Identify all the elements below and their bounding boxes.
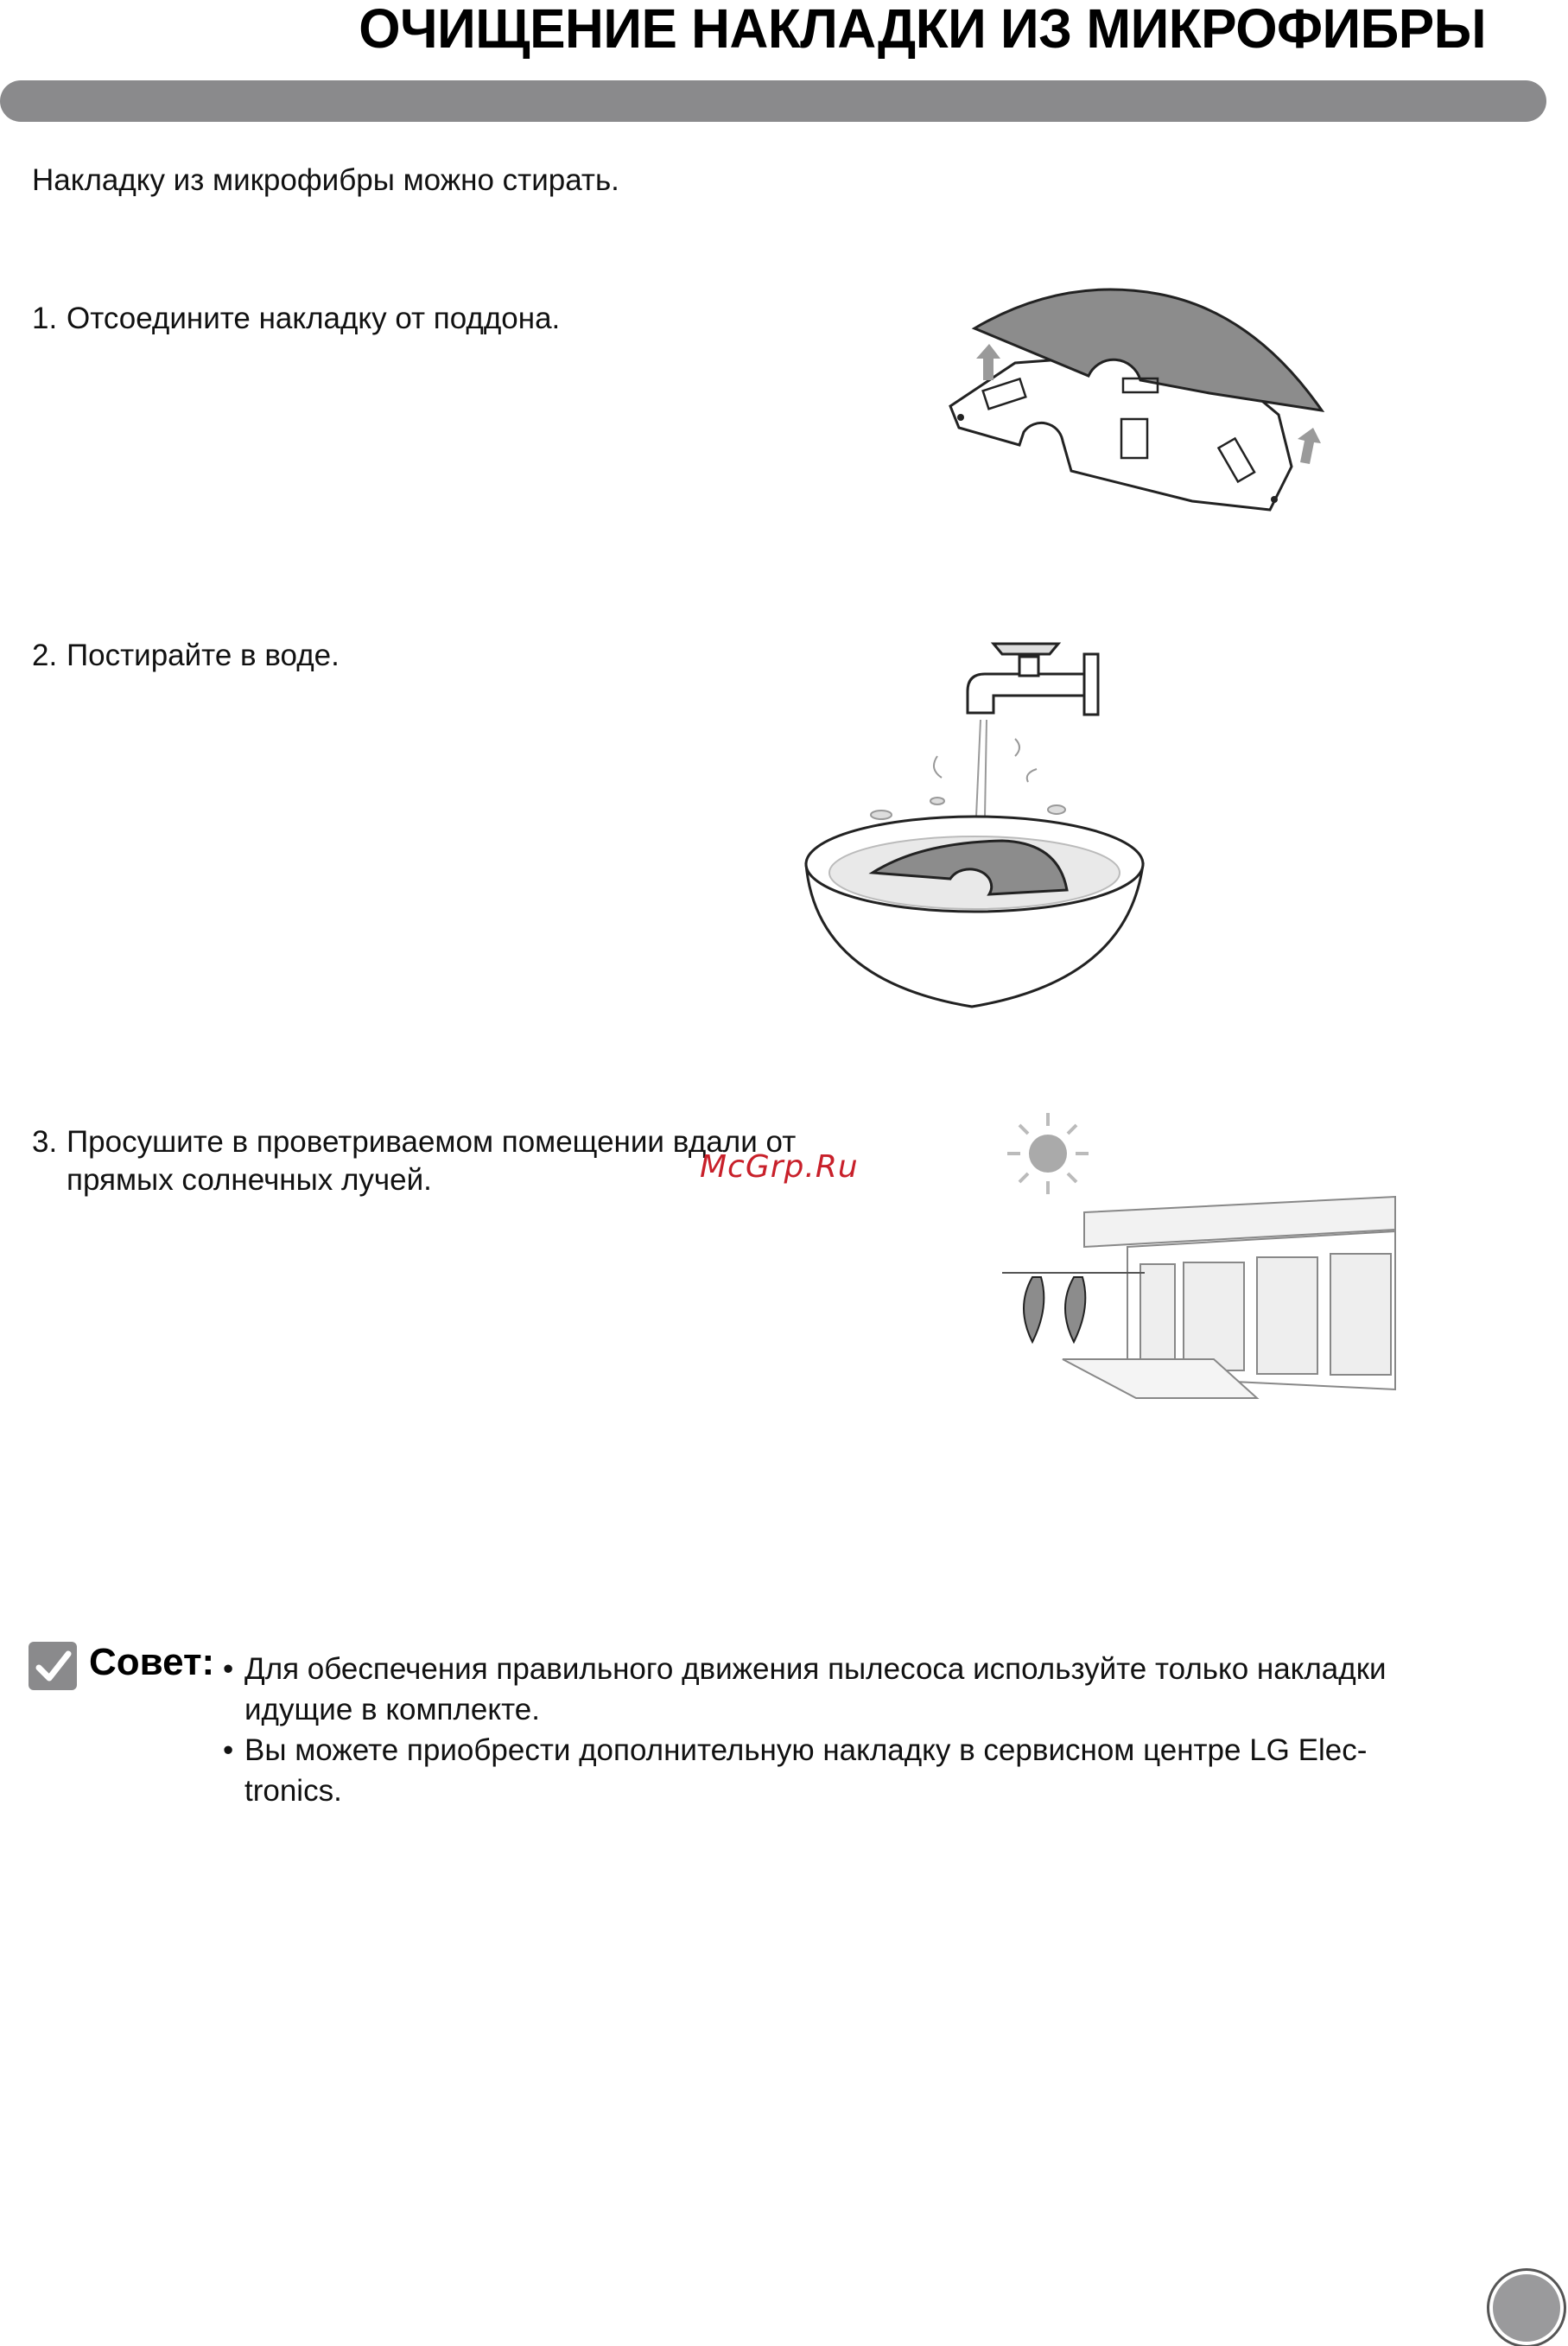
tip-item-2-text: Вы можете приобрести дополнительную накладку в сервисном центре LG Elec-tronics. <box>244 1733 1368 1808</box>
tip-item-1 <box>223 1649 1450 1730</box>
step-3-text-line-2: прямых солнечных лучей. <box>67 1163 432 1197</box>
sun-icon <box>1007 1113 1089 1194</box>
arrow-up-icon <box>1298 428 1321 464</box>
dry-pad-illustration <box>998 1109 1404 1417</box>
tip-label: Совет: <box>89 1641 215 1683</box>
faucet-icon <box>968 644 1098 715</box>
tip-item-1-text: Для обеспечения правильного движения пылесоса используйте только накладки идущие в комплекте. <box>244 1652 1387 1726</box>
step-1-text: Отсоедините накладку от поддона. <box>67 302 561 335</box>
tip-bullet-1: • <box>223 1652 234 1686</box>
tip-bullet-2: • <box>223 1733 234 1767</box>
tip-list <box>223 1649 1450 1811</box>
tip-checkmark-icon <box>29 1642 77 1690</box>
title-underline-bar <box>0 80 1546 122</box>
step-1 <box>32 300 879 338</box>
step-2 <box>32 637 879 675</box>
step-2-text: Постирайте в воде. <box>67 639 340 672</box>
tip-item-2 <box>223 1730 1450 1811</box>
detach-pad-illustration <box>933 277 1348 527</box>
intro-text: Накладку из микрофибры можно стирать. <box>32 163 619 197</box>
step-3-text-line-1: Просушите в проветриваемом помещении вдали от <box>67 1125 797 1159</box>
checkmark-icon <box>29 1642 77 1690</box>
page-title: ОЧИЩЕНИЕ НАКЛАДКИ ИЗ МИКРОФИБРЫ <box>359 0 1486 60</box>
step-2-number: 2. <box>32 639 58 672</box>
step-3-number: 3. <box>32 1125 58 1159</box>
step-1-number: 1. <box>32 302 58 335</box>
page-number-badge <box>1493 2274 1560 2342</box>
bowl-icon <box>806 817 1143 1007</box>
wash-pad-illustration <box>799 609 1149 1015</box>
watermark: McGrp.Ru <box>700 1149 859 1185</box>
